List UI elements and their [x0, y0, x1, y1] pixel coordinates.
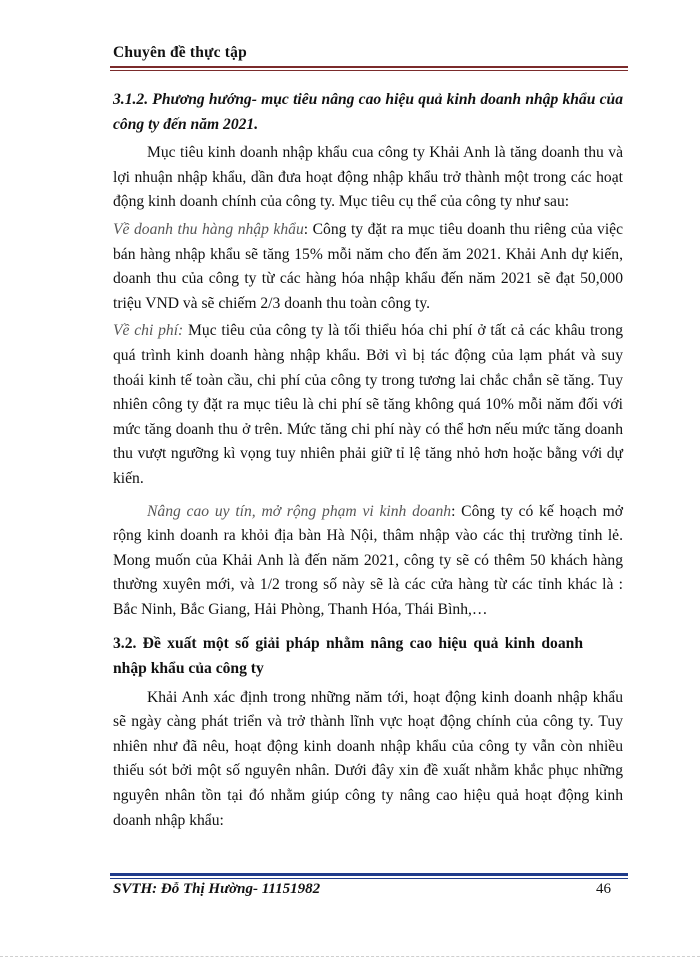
cost-text: Mục tiêu của công ty là tối thiểu hóa chi phí ở tất cả các khâu trong quá trình kinh doanh hàng nhập khẩu. Bởi vì bị tác động của lạm phát và suy thoái kinh tế toàn cầu, chi phí của công ty trong tương lai chắc chắn sẽ tăng. Tuy nhiên công ty đặt ra mục tiêu là chi phí sẽ tăng không quá 10% mỗi năm đối với mức tăng doanh thu ở trên. Mức tăng chi phí này có thể hơn nếu mức tăng doanh thu vượt ngưỡng kì vọng tuy nhiên phải giữ tỉ lệ tăng nhỏ hơn hoặc bằng với dự kiến. [113, 322, 624, 487]
paragraph-intro: Mục tiêu kinh doanh nhập khẩu cua công ty Khải Anh là tăng doanh thu và lợi nhuận nhập khẩu, dần đưa hoạt động nhập khẩu trở thành một trong các hoạt động kinh doanh chính của công ty. Mục tiêu cụ thể của công ty như sau: [113, 144, 623, 211]
paragraph-cost [113, 319, 623, 491]
page-edge-divider [0, 956, 700, 957]
document-body [113, 88, 623, 833]
reputation-text: : Công ty có kế hoạch mở rộng kinh doanh ra khỏi địa bàn Hà Nội, thâm nhập vào các thị trường tỉnh lẻ. Mong muốn của Khải Anh là đến năm 2021, công ty sẽ có thêm 50 khách hàng thường xuyên mới, và 1/2 trong số này sẽ là các cửa hàng từ các tỉnh khác là : Bắc Ninh, Bắc Giang, Hải Phòng, Thanh Hóa, Thái Bình,… [113, 502, 623, 618]
footer-rule-thin [110, 878, 628, 879]
header-rule-thin [110, 70, 628, 71]
footer-rule-thick [110, 873, 628, 876]
page-header-title: Chuyên đề thực tập [113, 44, 247, 61]
paragraph-revenue [113, 218, 623, 316]
page-number: 46 [596, 881, 611, 897]
reputation-lead: Nâng cao uy tín, mở rộng phạm vi kinh doanh [147, 502, 452, 520]
paragraph-reputation [113, 500, 623, 623]
header-rule-thick [110, 66, 628, 68]
revenue-lead: Về doanh thu hàng nhập khẩu [113, 220, 304, 238]
footer-author: SVTH: Đỗ Thị Hường- 11151982 [113, 881, 321, 897]
section-heading-3-2: 3.2. Đề xuất một số giải pháp nhằm nâng cao hiệu quả kinh doanh nhập khẩu của công ty [113, 635, 583, 678]
cost-lead: Về chi phí: [113, 322, 184, 340]
paragraph-solutions: Khải Anh xác định trong những năm tới, hoạt động kinh doanh nhập khẩu sẽ ngày càng phát triển và trở thành lĩnh vực hoạt động chính của công ty. Tuy nhiên như đã nêu, hoạt động kinh doanh nhập khẩu của công ty vẫn còn nhiều thiếu sót bởi một số nguyên nhân. Dưới đây xin đề xuất nhằm khắc phục những nguyên nhân tồn tại đó nhằm giúp công ty nâng cao hiệu quả hoạt động kinh doanh nhập khẩu: [113, 688, 623, 829]
section-heading-3-1-2: 3.1.2. Phương hướng- mục tiêu nâng cao hiệu quả kinh doanh nhập khẩu của công ty đến năm 2021. [113, 91, 623, 133]
revenue-text: : Công ty đặt ra mục tiêu doanh thu riêng của việc bán hàng nhập khẩu sẽ tăng 15% mỗi năm cho đến ăm 2021. Khải Anh dự kiến, doanh thu của công ty từ các hàng hóa nhập khẩu đến năm 2021 sẽ đạt 50,000 triệu VND và sẽ chiếm 2/3 doanh thu toàn công ty. [113, 220, 624, 312]
